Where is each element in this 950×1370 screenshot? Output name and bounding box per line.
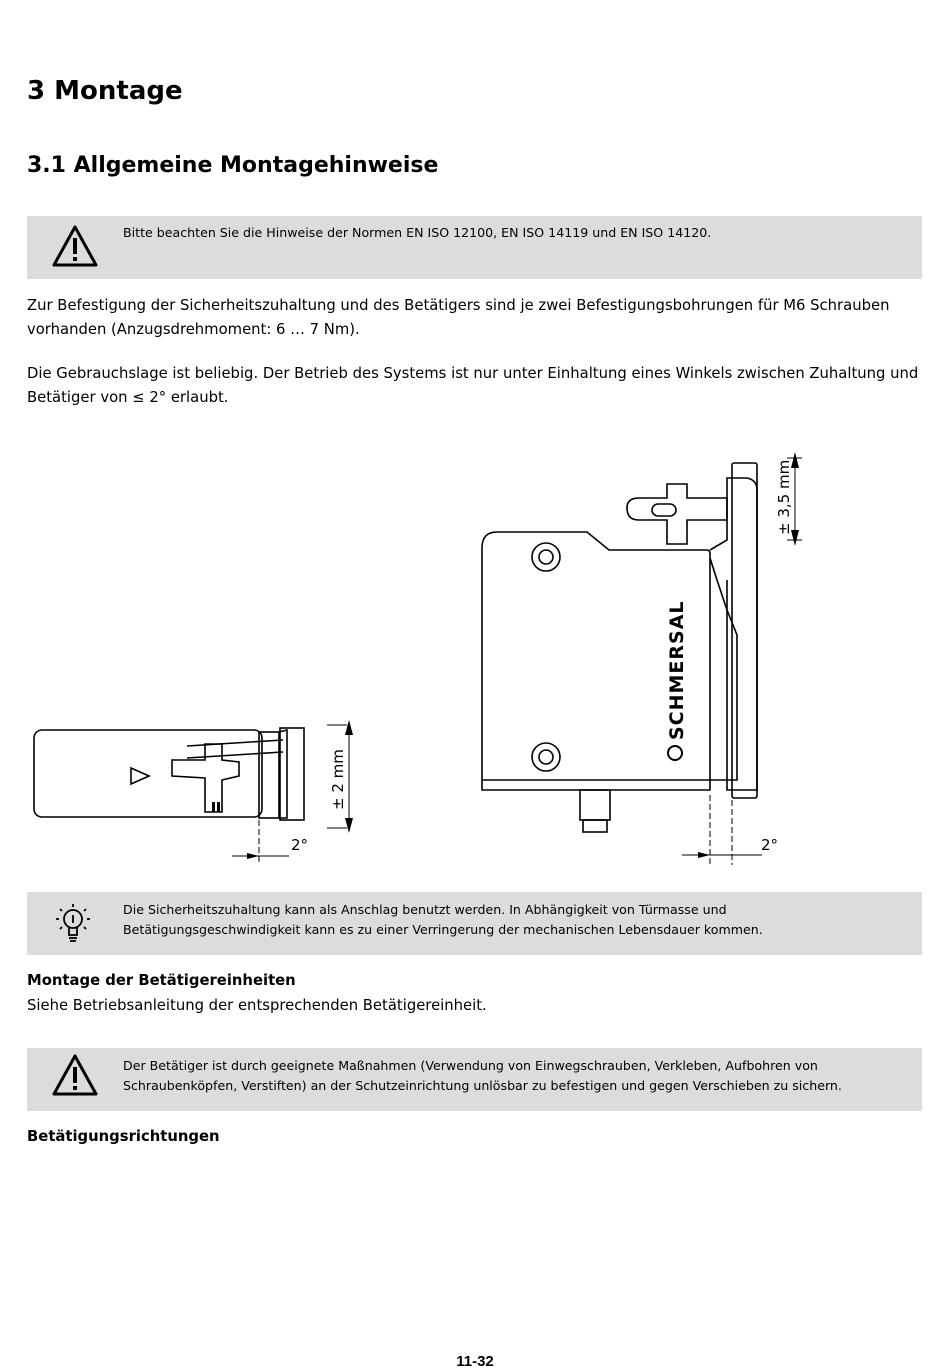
warning-notice-standards — [27, 216, 922, 279]
chapter-title: 3 Montage — [27, 76, 183, 106]
info-notice-stop — [27, 892, 922, 955]
notice-text: Die Sicherheitszuhaltung kann als Anschlag benutzt werden. In Abhängigkeit von Türmasse und Betätigungsgeschwindigkeit kann es zu einer Verringerung der mechanischen Lebensdauer kommen. — [123, 902, 763, 937]
left-dimension-label: ± 2 mm — [329, 749, 347, 810]
paragraph-orientation: Die Gebrauchslage ist beliebig. Der Betrieb des Systems ist nur unter Einhaltung eines Winkels zwischen Zuhaltung und Betätiger von ≤ 2° erlaubt. — [27, 365, 919, 406]
paragraph-mounting-holes: Zur Befestigung der Sicherheitszuhaltung und des Betätigers sind je zwei Befestigungsbohrungen für M6 Schrauben vorhanden (Anzugsdrehmoment: 6 … 7 Nm). — [27, 297, 890, 338]
warning-icon — [51, 1053, 99, 1097]
notice-text: Bitte beachten Sie die Hinweise der Normen EN ISO 12100, EN ISO 14119 und EN ISO 14120. — [123, 225, 712, 240]
brand-logo-text: SCHMERSAL — [666, 600, 688, 740]
actuator-section-text: Siehe Betriebsanleitung der entsprechenden Betätigereinheit. — [27, 997, 487, 1014]
mounting-angle-figure — [27, 440, 817, 870]
warning-notice-actuator — [27, 1048, 922, 1111]
page-number: 11-32 — [456, 1353, 494, 1370]
right-front-view-drawing — [482, 452, 802, 865]
brand-logo-icon — [668, 746, 682, 760]
notice-text: Der Betätiger ist durch geeignete Maßnahmen (Verwendung von Einwegschrauben, Verkleben, Aufbohren von Schraubenköpfen, Verstiften) an der Schutzeinrichtung unlösbar zu befestigen und gegen Verschieben zu sichern. — [123, 1058, 842, 1093]
right-dimension-label: ± 3,5 mm — [775, 459, 793, 535]
lightbulb-icon — [53, 902, 93, 944]
actuator-section-title: Montage der Betätigereinheiten — [27, 972, 296, 989]
directions-section-title: Betätigungsrichtungen — [27, 1128, 220, 1145]
section-title: 3.1 Allgemeine Montagehinweise — [27, 153, 439, 178]
warning-icon — [51, 224, 99, 268]
left-angle-label: 2° — [291, 836, 309, 854]
right-angle-label: 2° — [761, 836, 779, 854]
